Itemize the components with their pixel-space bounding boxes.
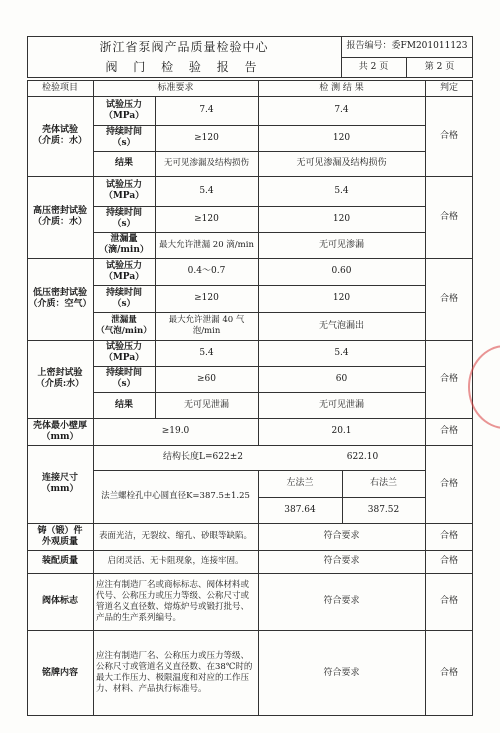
requirement-value: 启闭灵活、无卡阻现象，连接牢固。 <box>107 556 244 566</box>
result-value: 20.1 <box>331 426 352 436</box>
result-value: 无气泡漏出 <box>318 320 364 331</box>
col-header-verdict: 判定 <box>439 82 458 93</box>
verdict: 合格 <box>439 667 458 678</box>
result-value: 5.4 <box>334 347 349 358</box>
result-value: 符合要求 <box>323 531 360 541</box>
param-label: 持续时间 （s） <box>105 208 142 229</box>
result-value: 无可见泄漏 <box>318 399 364 410</box>
param-label: 泄漏量 （滴/min） <box>99 234 149 255</box>
param-label: 试验压力 （MPa） <box>103 342 145 363</box>
requirement-value: ≥120 <box>194 213 219 224</box>
total-pages: 共 2 页 <box>358 62 389 72</box>
verdict: 合格 <box>439 478 458 489</box>
result-value: 无可见渗漏 <box>318 239 364 250</box>
right-flange-label: 右法兰 <box>369 478 397 488</box>
param-label: 持续时间 （s） <box>105 287 142 309</box>
wall-thickness-label: 壳体最小壁厚 （mm） <box>32 420 87 442</box>
verdict: 合格 <box>439 556 458 566</box>
result-value: 0.60 <box>331 266 352 276</box>
result-value: 5.4 <box>334 185 349 196</box>
requirement-value: ≥120 <box>194 293 219 303</box>
param-label: 泄漏量 （气泡/min） <box>96 315 152 336</box>
page-number: 第 2 页 <box>424 62 455 72</box>
result-value: 符合要求 <box>323 596 360 606</box>
requirement-value: 无可见渗漏及结构损伤 <box>163 158 249 168</box>
result-value: 60 <box>335 373 348 384</box>
hp-seal-test-label: 高压密封试验 （介质：水） <box>32 206 87 227</box>
param-label: 试验压力 （MPa） <box>103 260 145 282</box>
verdict: 合格 <box>439 596 458 606</box>
param-label: 结果 <box>114 158 133 168</box>
param-label: 持续时间 （s） <box>105 127 142 148</box>
requirement-value: 最大允许泄漏 20 滴/min <box>159 239 254 250</box>
requirement-value: ≥120 <box>194 132 219 143</box>
requirement-value: ≥60 <box>197 373 216 384</box>
param-label: 结果 <box>114 399 133 410</box>
report-number: 报告编号：委FM201011123 <box>346 41 468 51</box>
requirement-value: 应注有制造厂名、公称压力或压力等级、公称尺寸或管道名义直径数、在38℃时的最大工作压力、极限温度和对应的工作压力、材料、产品执行标准号。 <box>96 651 253 694</box>
param-label: 试验压力 （MPa） <box>103 180 145 201</box>
upper-seal-test-label: 上密封试验 （介质:水） <box>35 368 85 389</box>
result-value: 符合要求 <box>323 556 360 566</box>
result-value: 120 <box>332 213 351 224</box>
col-header-result: 检 测 结 果 <box>319 82 364 93</box>
body-marking-label: 阀体标志 <box>41 596 78 606</box>
result-value: 符合要求 <box>323 667 360 678</box>
structure-length-result: 622.10 <box>346 452 379 462</box>
casting-appearance-label: 铸（锻）件 外观质量 <box>37 525 83 547</box>
requirement-value: 0.4～0.7 <box>187 266 226 276</box>
verdict: 合格 <box>439 426 458 436</box>
result-value: 7.4 <box>334 105 349 115</box>
result-value: 无可见渗漏及结构损伤 <box>296 158 387 168</box>
requirement-value: 最大允许泄漏 40 气泡/min <box>168 315 245 336</box>
left-flange-label: 左法兰 <box>286 478 314 488</box>
verdict: 合格 <box>439 373 458 384</box>
param-label: 持续时间 （s） <box>105 368 142 389</box>
param-label: 试验压力 （MPa） <box>103 99 145 121</box>
nameplate-label: 铭牌内容 <box>41 667 78 678</box>
result-value: 120 <box>332 132 351 143</box>
verdict: 合格 <box>439 531 458 541</box>
verdict: 合格 <box>439 293 458 304</box>
assembly-quality-label: 装配质量 <box>41 556 78 566</box>
report-title: 阀 门 检 验 报 告 <box>105 59 263 74</box>
requirement-value: 5.4 <box>199 347 214 358</box>
result-value: 120 <box>332 293 351 303</box>
bolt-circle-requirement: 法兰螺栓孔中心圆直径K=387.5±1.25 <box>101 491 250 501</box>
requirement-value: 7.4 <box>199 105 214 115</box>
requirement-value: 5.4 <box>199 185 214 196</box>
requirement-value: 表面光洁，无裂纹、缩孔、砂眼等缺陷。 <box>98 531 252 541</box>
col-header-requirement: 标准要求 <box>157 82 194 93</box>
col-header-item: 检验项目 <box>41 82 78 93</box>
requirement-value: ≥19.0 <box>161 426 190 436</box>
lp-seal-test-label: 低压密封试验 （介质：空气） <box>28 288 92 309</box>
requirement-value: 应注有制造厂名或商标标志、阀体材料或代号、公称压力或压力等级、公称尺寸或管道名义直径数、熔炼炉号或锻打批号、产品的生产系列编号。 <box>96 579 250 623</box>
org-name: 浙江省泵阀产品质量检验中心 <box>99 39 269 54</box>
right-flange-value: 387.52 <box>367 504 400 515</box>
verdict: 合格 <box>439 211 458 222</box>
shell-test-label: 壳体试验 （介质：水） <box>32 125 87 146</box>
connection-dimensions-label: 连接尺寸 （mm） <box>41 473 79 494</box>
verdict: 合格 <box>439 130 458 141</box>
requirement-value: 无可见泄漏 <box>183 399 229 410</box>
structure-length-requirement: 结构长度L=622±2 <box>163 452 243 462</box>
left-flange-value: 387.64 <box>284 504 316 515</box>
